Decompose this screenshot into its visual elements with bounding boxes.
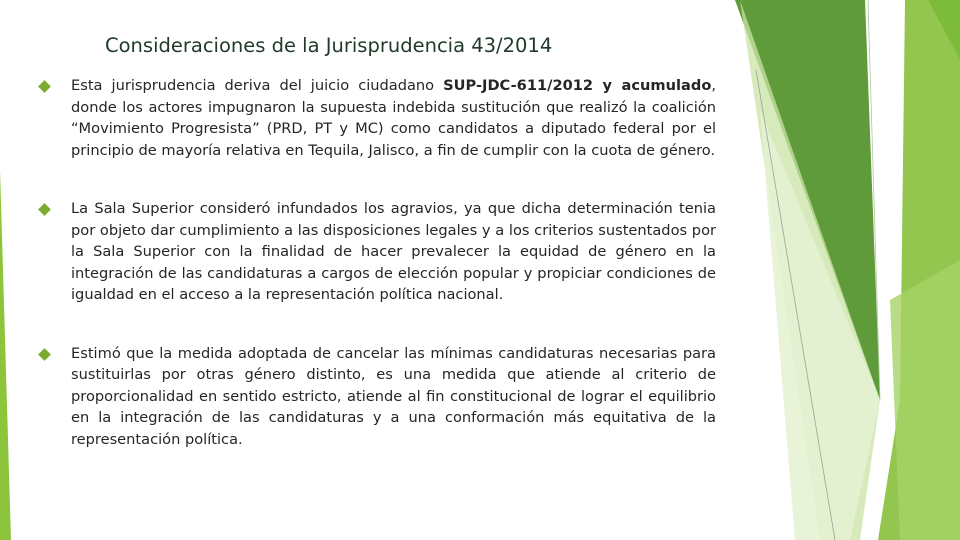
bullet-bold-case-number: SUP-JDC-611/2012 y acumulado (443, 77, 712, 94)
bullet-text-part: Esta jurisprudencia deriva del juicio ciudadano (71, 77, 444, 94)
left-green-stripe (0, 170, 11, 540)
bullet-text-part: , donde los actores impugnaron la supuesta indebida sustitución que realizó la coalición “Movimiento Progresista” (PRD, PT y MC) como candidatos a diputado federal por el principio de mayoría relativa en Tequila, Jalisco, a fin de cumplir con la cuota de género. (71, 77, 716, 159)
bullet-item (40, 198, 716, 306)
slide-title: Consideraciones de la Jurisprudencia 43/2014 (105, 34, 553, 57)
bullet-text: La Sala Superior consideró infundados los agravios, ya que dicha determinación tenia por objeto dar cumplimiento a las disposiciones legales y a los criterios sustentados por la Sala Superior con la finalidad de hacer prevalecer la equidad de género en la integración de las candidaturas a cargos de elección popular y propiciar condiciones de igualdad en el acceso a la representación política nacional. (71, 200, 716, 303)
bullet-text: Estimó que la medida adoptada de cancelar las mínimas candidaturas necesarias para sustituirlas por otras género distinto, es una medida que atiende al criterio de proporcionalidad en sentido estricto, atiende al fin constitucional de lograr el equilibrio en la integración de las candidaturas y a una conformación más equitativa de la representación política. (71, 344, 716, 448)
diamond-bullet-icon (38, 348, 51, 361)
bullet-list (40, 75, 716, 450)
right-facet-accent (890, 260, 960, 540)
bullet-item (40, 343, 716, 451)
diamond-bullet-icon (38, 203, 51, 216)
diamond-bullet-icon (38, 80, 51, 93)
bullet-item (40, 75, 716, 161)
